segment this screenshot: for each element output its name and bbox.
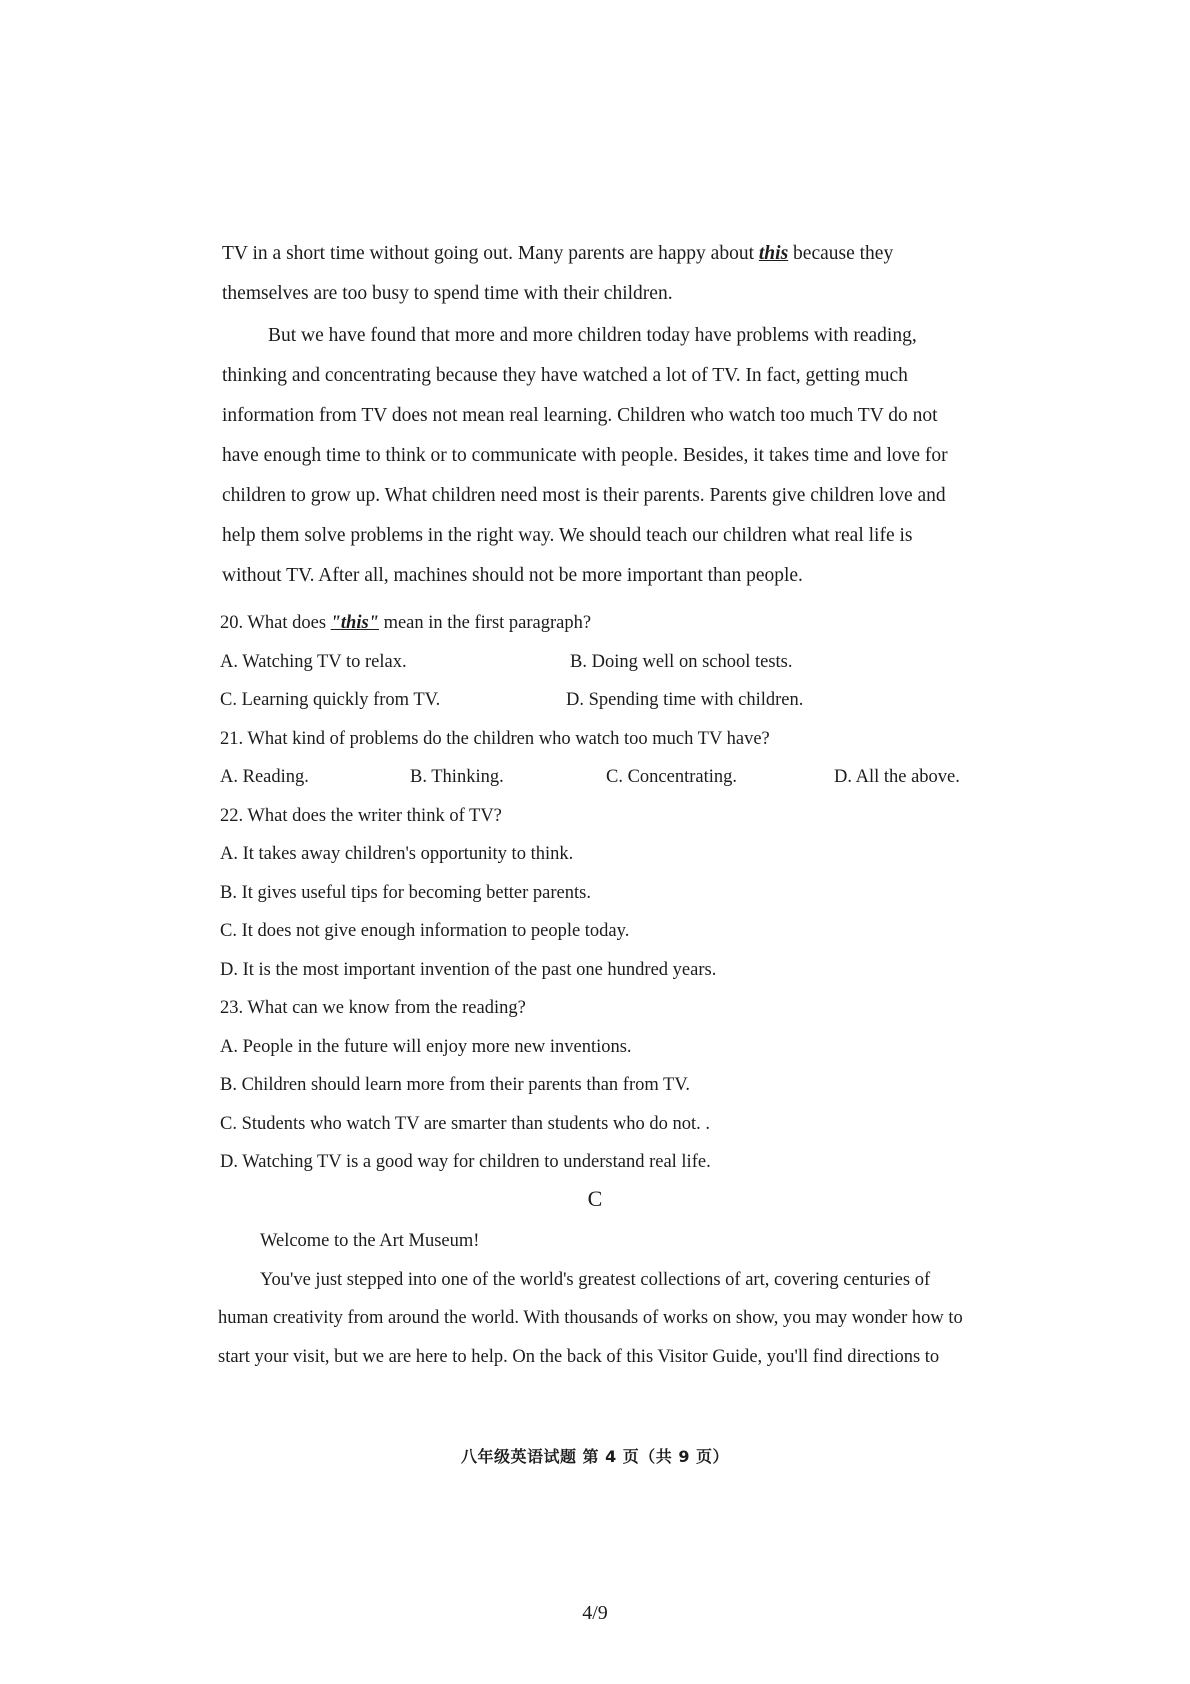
question-20-stem xyxy=(220,604,1100,643)
option-a: A. Watching TV to relax. xyxy=(220,651,407,672)
option-b: B. It gives useful tips for becoming better parents. xyxy=(220,882,591,903)
page-number: 4/9 xyxy=(582,1602,608,1624)
option-c: C. Students who watch TV are smarter than students who do not. . xyxy=(220,1113,711,1134)
option-b: B. Thinking. xyxy=(410,767,504,787)
text-line: children to grow up. What children need most is their parents. Parents give children love and xyxy=(222,485,946,506)
option-a: A. It takes away children's opportunity to think. xyxy=(220,844,574,864)
underlined-word: this xyxy=(758,243,789,264)
text-segment: because they xyxy=(788,243,894,264)
option-c: C. Learning quickly from TV. xyxy=(220,690,441,710)
question-20-options-row-1 xyxy=(220,643,1100,682)
text-line: have enough time to think or to communicate with people. Besides, it takes time and love for xyxy=(222,445,948,466)
option-d: D. Watching TV is a good way for children to understand real life. xyxy=(220,1152,711,1172)
option-b: B. Doing well on school tests. xyxy=(570,651,793,672)
page-footer: 八年级英语试题 第 4 页（共 9 页） xyxy=(460,1447,730,1466)
text-line: You've just stepped into one of the world's greatest collections of art, covering centuries of xyxy=(260,1269,931,1290)
option-b: B. Children should learn more from their parents than from TV. xyxy=(220,1075,690,1095)
text-line: human creativity from around the world. With thousands of works on show, you may wonder how to xyxy=(218,1308,963,1328)
text-segment: 20. What does xyxy=(220,613,331,633)
text-line: But we have found that more and more children today have problems with reading, xyxy=(268,325,917,346)
question-22-stem: 22. What does the writer think of TV? xyxy=(220,805,502,826)
passage-b-paragraph-2 xyxy=(222,316,1102,596)
option-d: D. Spending time with children. xyxy=(566,690,804,710)
underlined-word: "this" xyxy=(330,613,379,633)
passage-c-title: Welcome to the Art Museum! xyxy=(260,1231,480,1251)
text-segment: mean in the first paragraph? xyxy=(378,613,592,633)
section-c-heading: C xyxy=(587,1186,603,1211)
option-a: A. People in the future will enjoy more new inventions. xyxy=(220,1036,632,1057)
option-d: D. It is the most important invention of the past one hundred years. xyxy=(220,959,717,980)
passage-b-paragraph-1 xyxy=(222,234,1102,314)
text-line: thinking and concentrating because they have watched a lot of TV. In fact, getting much xyxy=(222,365,908,386)
option-a: A. Reading. xyxy=(220,767,309,787)
option-c: C. Concentrating. xyxy=(606,767,738,787)
text-line: themselves are too busy to spend time with their children. xyxy=(222,283,673,304)
question-list xyxy=(220,604,1100,1182)
question-21-options xyxy=(220,758,1100,797)
option-c: C. It does not give enough information to people today. xyxy=(220,921,630,941)
option-d: D. All the above. xyxy=(834,767,960,787)
text-line: help them solve problems in the right way. We should teach our children what real life is xyxy=(222,525,913,546)
text-line: start your visit, but we are here to help. On the back of this Visitor Guide, you'll find directions to xyxy=(218,1346,940,1367)
text-line: information from TV does not mean real learning. Children who watch too much TV do not xyxy=(222,405,938,426)
question-20-options-row-2 xyxy=(220,681,1100,720)
question-23-stem: 23. What can we know from the reading? xyxy=(220,998,526,1018)
text-segment: TV in a short time without going out. Many parents are happy about xyxy=(222,243,759,264)
text-line: without TV. After all, machines should not be more important than people. xyxy=(222,565,803,586)
passage-c xyxy=(218,1222,1098,1376)
text-line xyxy=(222,234,1102,274)
question-21-stem: 21. What kind of problems do the children who watch too much TV have? xyxy=(220,728,770,749)
